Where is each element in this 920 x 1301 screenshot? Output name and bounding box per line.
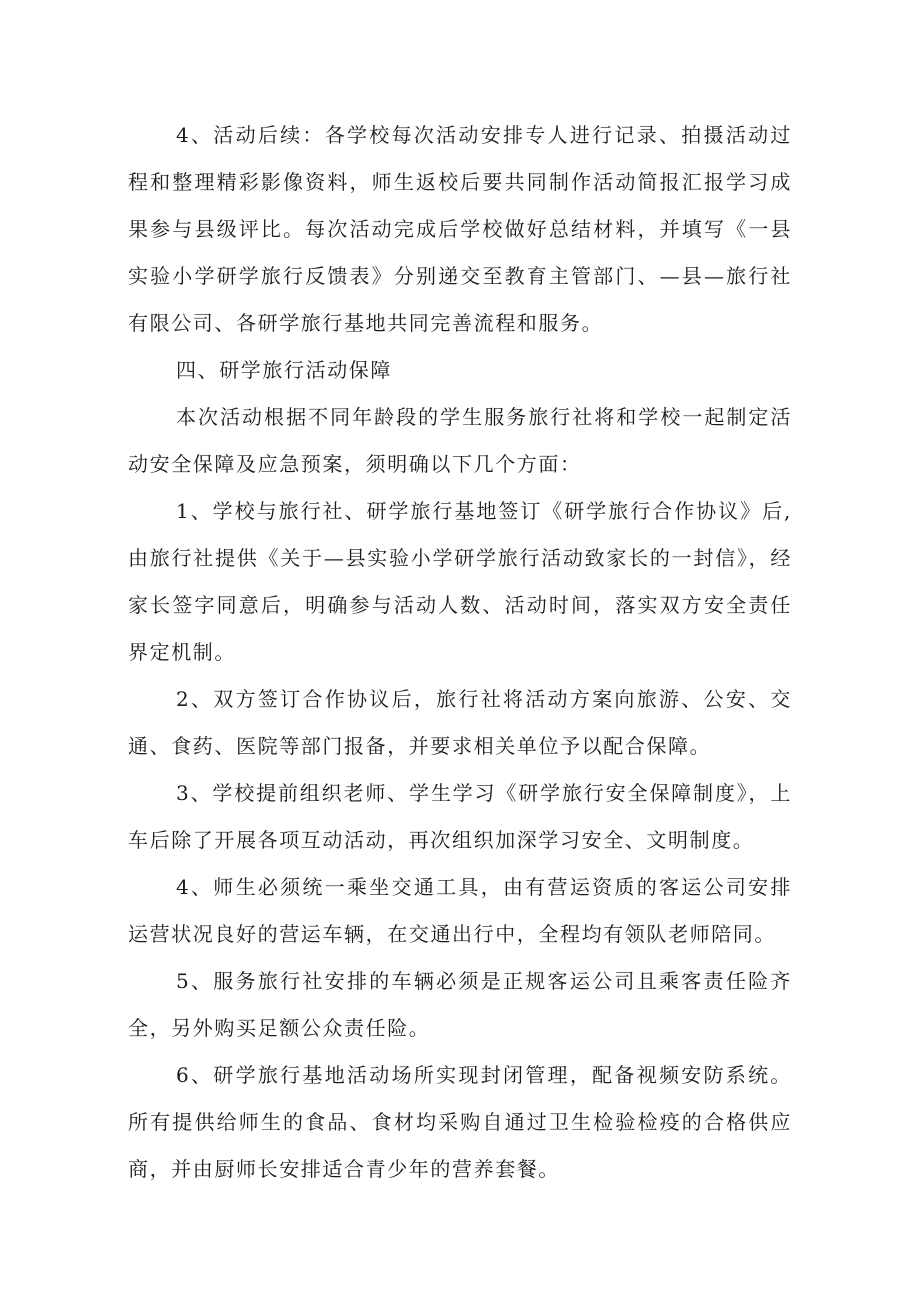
paragraph-safety-intro: 本次活动根据不同年龄段的学生服务旅行社将和学校一起制定活动安全保障及应急预案，须明确以下几个方面：	[128, 405, 792, 476]
paragraph-item-6: 6、研学旅行基地活动场所实现封闭管理，配备视频安防系统。所有提供给师生的食品、食材均采购自通过卫生检验检疫的合格供应商，并由厨师长安排适合青少年的营养套餐。	[128, 1063, 792, 1181]
section-heading-safeguards: 四、研学旅行活动保障	[176, 358, 392, 382]
paragraph-item-3: 3、学校提前组织老师、学生学习《研学旅行安全保障制度》，上车后除了开展各项互动活动，再次组织加深学习安全、文明制度。	[128, 781, 792, 852]
paragraph-item-1: 1、学校与旅行社、研学旅行基地签订《研学旅行合作协议》后,由旅行社提供《关于—县实验小学研学旅行活动致家长的一封信》，经家长签字同意后，明确参与活动人数、活动时间，落实双方安全责任界定机制。	[128, 499, 792, 664]
paragraph-item-4: 4、师生必须统一乘坐交通工具，由有营运资质的客运公司安排运营状况良好的营运车辆，在交通出行中，全程均有领队老师陪同。	[128, 875, 792, 946]
paragraph-item-5: 5、服务旅行社安排的车辆必须是正规客运公司且乘客责任险齐全，另外购买足额公众责任险。	[128, 969, 792, 1040]
document-body	[128, 112, 792, 1193]
paragraph-item-2: 2、双方签订合作协议后，旅行社将活动方案向旅游、公安、交通、食药、医院等部门报备，并要求相关单位予以配合保障。	[128, 687, 792, 758]
paragraph-activity-followup: 4、活动后续：各学校每次活动安排专人进行记录、拍摄活动过程和整理精彩影像资料，师生返校后要共同制作活动简报汇报学习成果参与县级评比。每次活动完成后学校做好总结材料，并填写《一县实验小学研学旅行反馈表》分别递交至教育主管部门、—县—旅行社有限公司、各研学旅行基地共同完善流程和服务。	[128, 123, 792, 335]
